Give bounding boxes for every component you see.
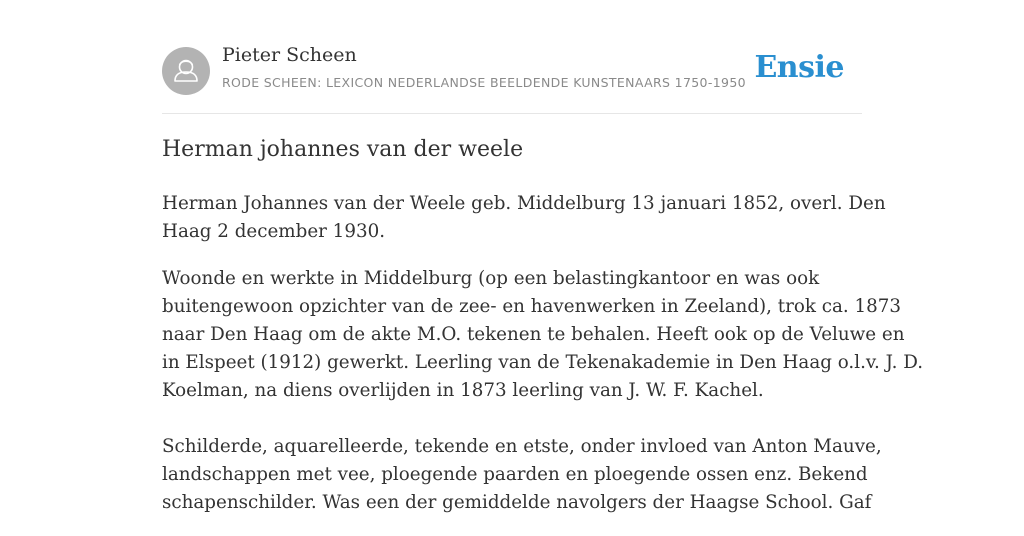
text-line: naar Den Haag om de akte M.O. tekenen te behalen. Heeft ook op de Veluwe en bbox=[162, 324, 905, 345]
user-silhouette-icon bbox=[162, 47, 210, 95]
ensie-logo[interactable]: Ensie bbox=[754, 50, 844, 85]
source-label[interactable]: RODE SCHEEN: LEXICON NEDERLANDSE BEELDENDE KUNSTENAARS 1750-1950 bbox=[222, 75, 746, 90]
article-title: Herman johannes van der weele bbox=[162, 137, 524, 162]
article-header bbox=[162, 0, 862, 114]
text-line: Schilderde, aquarelleerde, tekende en etste, onder invloed van Anton Mauve, bbox=[162, 436, 882, 457]
text-line: Woonde en werkte in Middelburg (op een belastingkantoor en was ook bbox=[162, 268, 820, 289]
text-line: landschappen met vee, ploegende paarden en ploegende ossen enz. Bekend bbox=[162, 464, 868, 485]
paragraph-1 bbox=[162, 190, 886, 246]
line-break bbox=[162, 405, 862, 433]
paragraph-2 bbox=[162, 265, 924, 517]
author-name[interactable]: Pieter Scheen bbox=[222, 44, 357, 66]
article-page bbox=[162, 0, 924, 513]
author-avatar[interactable] bbox=[162, 47, 210, 95]
article-body bbox=[162, 190, 924, 536]
text-line: schapenschilder. Was een der gemiddelde navolgers der Haagse School. Gaf bbox=[162, 492, 872, 513]
text-line: Haag 2 december 1930. bbox=[162, 221, 386, 242]
text-line: Koelman, na diens overlijden in 1873 leerling van J. W. F. Kachel. bbox=[162, 380, 764, 401]
text-line: buitengewoon opzichter van de zee- en havenwerken in Zeeland), trok ca. 1873 bbox=[162, 296, 902, 317]
text-line: Herman Johannes van der Weele geb. Middelburg 13 januari 1852, overl. Den bbox=[162, 193, 886, 214]
text-line: in Elspeet (1912) gewerkt. Leerling van de Tekenakademie in Den Haag o.l.v. J. D. bbox=[162, 352, 924, 373]
